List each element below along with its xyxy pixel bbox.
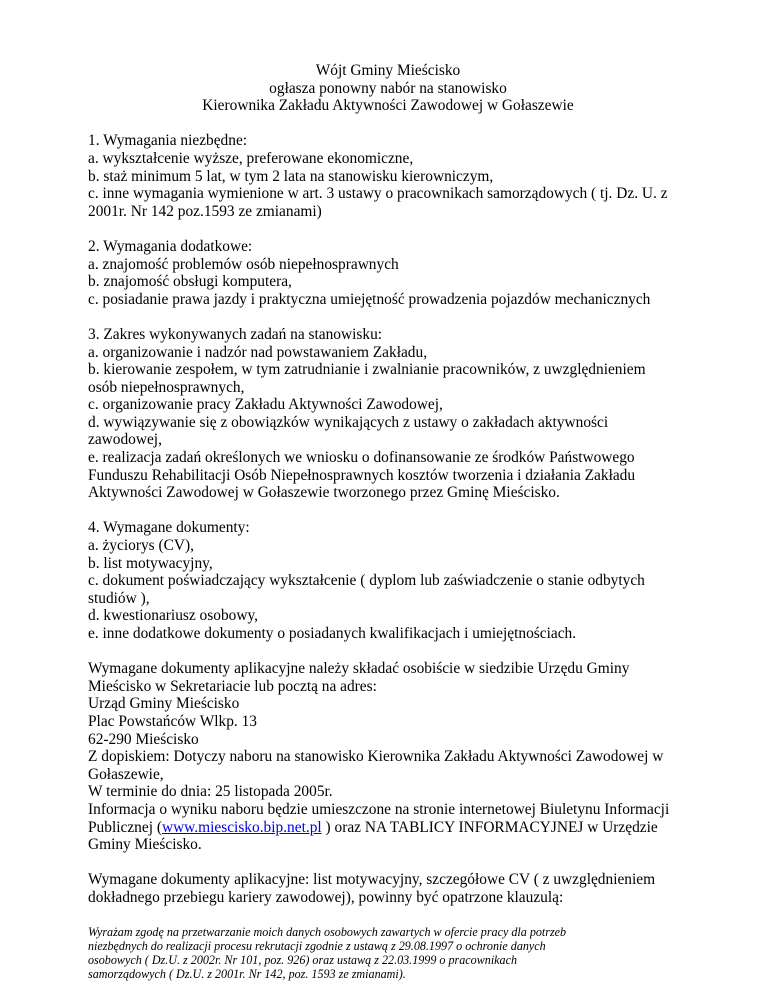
section-additional-item: c. posiadanie prawa jazdy i praktyczna umiejętność prowadzenia pojazdów mechanicznych — [88, 290, 651, 308]
section-documents — [88, 519, 688, 642]
consent-clause-line: Wyrażam zgodę na przetwarzanie moich danych osobowych zawartych w ofercie pracy dla potrzeb — [88, 924, 567, 939]
header-line-3: Kierownika Zakładu Aktywności Zawodowej w Gołaszewie — [202, 97, 574, 115]
section-duties-item-cont: zawodowej, — [88, 431, 162, 449]
section-duties-item: d. wywiązywanie się z obowiązków wynikających z ustawy o zakładach aktywności — [88, 413, 609, 431]
section-documents-item: b. list motywacyjny, — [88, 554, 213, 572]
section-required-heading: 1. Wymagania niezbędne: — [88, 132, 248, 150]
consent-clause — [88, 925, 688, 982]
submission-line: Wymagane dokumenty aplikacyjne należy składać osobiście w siedzibie Urzędu Gminy — [88, 660, 630, 678]
section-required — [88, 132, 688, 220]
section-duties-item: e. realizacja zadań określonych we wniosku o dofinansowanie ze środków Państwowego — [88, 449, 635, 467]
bip-prefix: Publicznej ( — [88, 818, 162, 836]
address-postal: 62-290 Mieścisko — [88, 730, 199, 748]
submission-result-info-end: Gminy Mieścisko. — [88, 836, 202, 854]
submission-annotation-cont: Gołaszewie, — [88, 765, 164, 783]
document-page — [88, 62, 688, 981]
section-duties-item-cont: osób niepełnosprawnych, — [88, 378, 245, 396]
section-duties-item: c. organizowanie pracy Zakładu Aktywności Zawodowej, — [88, 396, 443, 414]
clause-intro — [88, 871, 688, 906]
submission-result-info: Informacja o wyniku naboru będzie umieszczone na stronie internetowej Biuletynu Informacji — [88, 800, 670, 818]
section-additional-heading: 2. Wymagania dodatkowe: — [88, 237, 253, 255]
section-duties-heading: 3. Zakres wykonywanych zadań na stanowisku: — [88, 325, 383, 343]
consent-clause-line: niezbędnych do realizacji procesu rekrutacji zgodnie z ustawą z 29.08.1997 o ochronie danych — [88, 938, 546, 953]
section-documents-item: a. życiorys (CV), — [88, 537, 194, 555]
section-documents-item: c. dokument poświadczający wykształcenie ( dyplom lub zaświadczenie o stanie odbytych — [88, 572, 645, 590]
consent-clause-line: samorządowych ( Dz.U. z 2001r. Nr 142, poz. 1593 ze zmianami). — [88, 967, 406, 982]
header-line-1: Wójt Gminy Mieścisko — [315, 62, 461, 79]
submission-annotation: Z dopiskiem: Dotyczy naboru na stanowisko Kierownika Zakładu Aktywności Zawodowej w — [88, 748, 664, 766]
bip-link[interactable]: www.miescisko.bip.net.pl — [161, 818, 322, 836]
clause-intro-line: Wymagane dokumenty aplikacyjne: list motywacyjny, szczegółowe CV ( z uwzględnieniem — [88, 871, 656, 889]
consent-clause-line: osobowych ( Dz.U. z 2002r. Nr 101, poz. 926) oraz ustawą z 22.03.1999 o pracownikach — [88, 952, 518, 967]
address-street: Plac Powstańców Wlkp. 13 — [88, 712, 257, 730]
bip-suffix: ) oraz NA TABLICY INFORMACYJNEJ w Urzędzie — [321, 818, 658, 836]
section-documents-item-cont: studiów ), — [88, 589, 150, 607]
section-required-item: b. staż minimum 5 lat, w tym 2 lata na stanowisku kierowniczym, — [88, 167, 494, 185]
section-additional-item: a. znajomość problemów osób niepełnosprawnych — [88, 255, 399, 273]
section-documents-item: e. inne dodatkowe dokumenty o posiadanych kwalifikacjach i umiejętnościach. — [88, 625, 577, 642]
address-office: Urząd Gminy Mieścisko — [88, 695, 240, 713]
section-additional-item: b. znajomość obsługi komputera, — [88, 273, 292, 291]
section-duties-item-cont: Aktywności Zawodowej w Gołaszewie tworzonego przez Gminę Mieścisko. — [88, 484, 560, 502]
section-duties — [88, 326, 688, 502]
header-line-2: ogłasza ponowny nabór na stanowisko — [269, 79, 507, 97]
section-additional — [88, 238, 688, 308]
submission-line: Mieścisko w Sekretariacie lub pocztą na adres: — [88, 677, 377, 695]
submission-info — [88, 660, 688, 854]
submission-result-info-cont — [88, 819, 688, 837]
section-duties-item: b. kierowanie zespołem, w tym zatrudnianie i zwalnianie pracowników, z uwzględnieniem — [88, 361, 646, 379]
announcement-header — [88, 62, 688, 115]
section-required-item: c. inne wymagania wymienione w art. 3 ustawy o pracownikach samorządowych ( tj. Dz. U. z — [88, 185, 668, 203]
section-duties-item: a. organizowanie i nadzór nad powstawaniem Zakładu, — [88, 343, 428, 361]
section-documents-heading: 4. Wymagane dokumenty: — [88, 519, 250, 537]
section-duties-item-cont: Funduszu Rehabilitacji Osób Niepełnosprawnych kosztów tworzenia i działania Zakładu — [88, 466, 636, 484]
submission-deadline: W terminie do dnia: 25 listopada 2005r. — [88, 783, 333, 801]
section-required-item: a. wykształcenie wyższe, preferowane ekonomiczne, — [88, 149, 414, 167]
section-documents-item: d. kwestionariusz osobowy, — [88, 607, 258, 625]
section-required-item-cont: 2001r. Nr 142 poz.1593 ze zmianami) — [88, 202, 322, 220]
clause-intro-line: dokładnego przebiegu kariery zawodowej), powinny być opatrzone klauzulą: — [88, 888, 564, 906]
